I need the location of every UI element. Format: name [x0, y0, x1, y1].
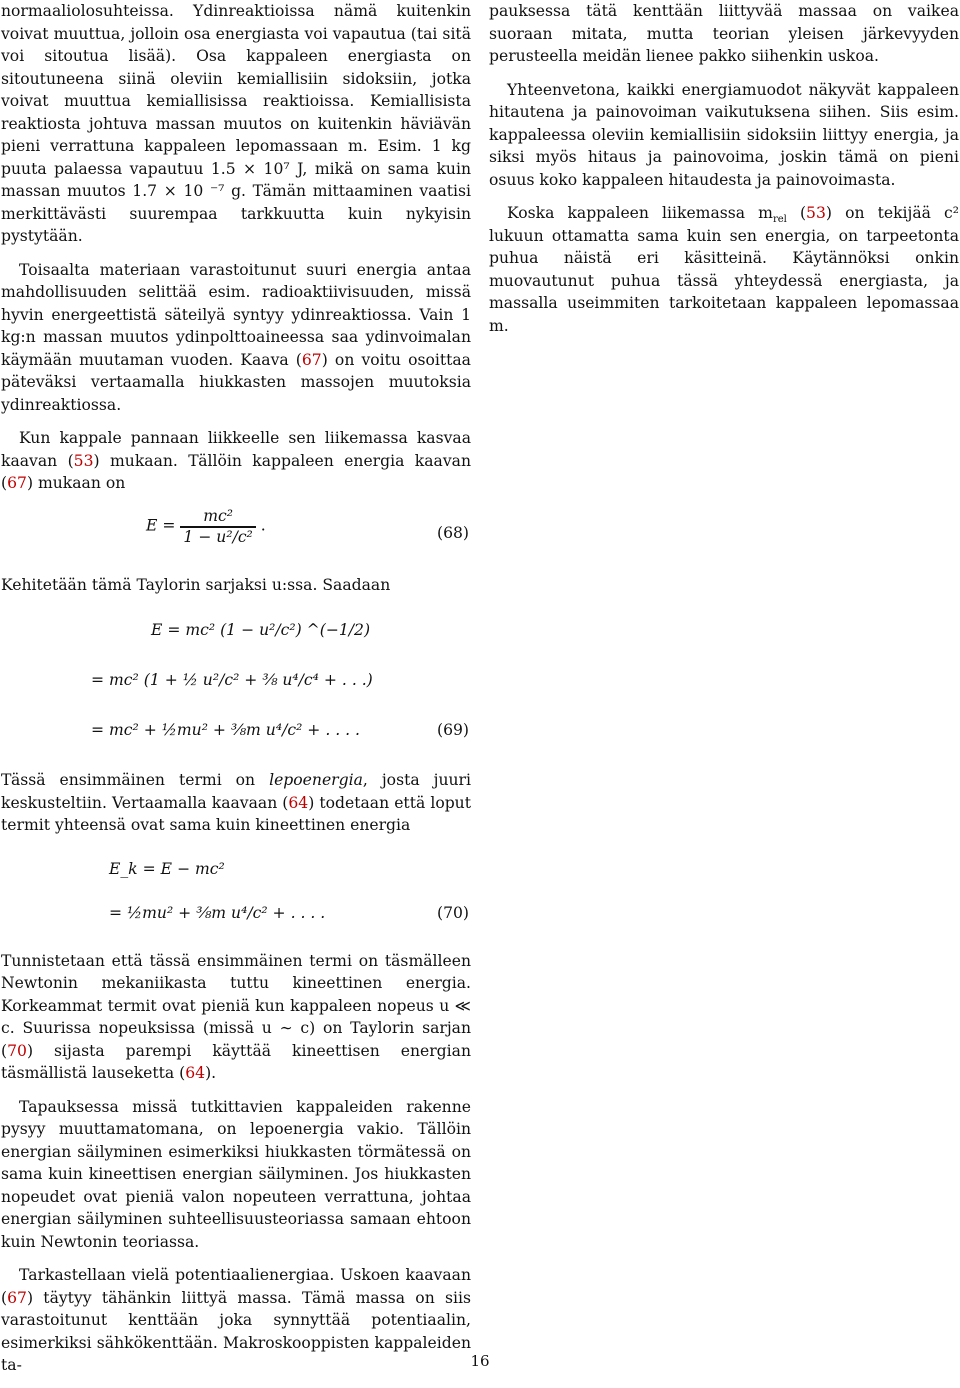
equation-number: (69)	[436, 721, 469, 739]
equation-reference[interactable]: 67	[7, 1288, 27, 1307]
paragraph-1: normaaliolosuhteissa. Ydinreaktioissa nämä kuitenkin voivat muuttua, jolloin osa energiasta voi vapautua (tai sitä voi sitoutua lisää). Osa kappaleen energiasta on sitoutuneena siinä oleviin kemiallisiin sidoksiin, jotka voivat muuttua kemiallisissa reaktioissa. Kemiallisista reaktiosta johtuva massan muutos on kuitenkin häviävän pieni verrattuna kappaleen lepomassaan m. Esim. 1 kg puuta palaessa vapautuu 1.5 × 10⁷ J, mikä on sama kuin massan muutos 1.7 × 10 ⁻⁷ g. Tämän mittaaminen vaatisi merkittävästi suurempaa tarkkuutta kuin nykyisin pystytään.	[1, 2, 471, 245]
equation-number: (70)	[436, 903, 469, 922]
paragraph-5: Tässä ensimmäinen termi on lepoenergia, josta juuri keskusteltiin. Vertaamalla kaavaan (64) todetaan että loput termit yhteensä ovat sama kuin kineettinen energia	[1, 771, 471, 834]
paragraph-3: Kun kappale pannaan liikkeelle sen liikemassa kasvaa kaavan (53) mukaan. Tällöin kappaleen energia kaavan (67) mukaan on	[1, 429, 471, 492]
paragraph-summary: Yhteenvetona, kaikki energiamuodot näkyvät kappaleen hitautena ja painovoiman vaikutuksena siihen. Siis esim. kappaleessa oleviin kemiallisiin sidoksiin liittyy energia, ja siksi myös hitaus ja painovoima, joskin tämä on pieni osuus koko kappaleen hitaudesta ja painovoimasta.	[489, 80, 959, 189]
equation-number: (68)	[436, 523, 469, 542]
equation-reference[interactable]: 64	[288, 793, 309, 812]
paragraph-8: Tarkastellaan vielä potentiaalienergiaa. Uskoen kaavaan (67) täytyy tähänkin liittyä massa. Tämä massa on siis varastoitunut kenttään joka synnyttää potentiaalin, esimerkiksi sähkökenttään. Makroskooppisten kappaleiden ta-	[1, 1266, 471, 1374]
right-column	[489, 0, 959, 348]
equation-68: E = $\frac{\text{mc²}}{\text{1 − u²/c²}}$ . (68)	[146, 506, 469, 546]
left-column	[1, 0, 471, 1388]
equation-reference[interactable]: 70	[7, 1041, 27, 1060]
equation-69: E = mc² (1 − u²/c²) ^(−1/2) = mc² (1 + ½ u²/c² + ⅜ u⁴/c⁴ + . . .) = mc² + ½mu² + ⅜m u⁴/c² + . . . . (69)	[1, 607, 471, 757]
equation-reference[interactable]: 53	[806, 204, 826, 222]
equation-reference[interactable]: 67	[301, 350, 322, 369]
paragraph-4: Kehitetään tämä Taylorin sarjaksi u:ssa. Saadaan	[1, 575, 391, 594]
paragraph-continued: pauksessa tätä kenttään liittyvää massaa on vaikea suoraan mitata, mutta teorian yleisen järkevyyden perusteella meidän lienee pakko siihenkin uskoa.	[489, 2, 959, 65]
page-number: 16	[470, 1352, 490, 1370]
equation-70: E_k = E − mc² = ½mu² + ⅜m u⁴/c² + . . . . (70)	[1, 848, 471, 938]
paragraph-6: Tunnistetaan että tässä ensimmäinen termi on täsmälleen Newtonin mekaniikasta tuttu kineettinen energia. Korkeammat termit ovat pieniä kun kappaleen nopeus u ≪ c. Suurissa nopeuksissa (missä u ∼ c) on Taylorin sarjan (70) sijasta parempi käyttää kineettisen energian täsmällistä lauseketta (64).	[1, 951, 471, 1082]
paragraph-2: Toisaalta materiaan varastoitunut suuri energia antaa mahdollisuuden selittää esim. radioaktiivisuuden, missä hyvin energeettistä säteilyä syntyy ydinreaktiossa. Vain 1 kg:n massan muutos ydinpolttoaineessa saa ydinvoimalan käymään muutaman vuoden. Kaava (67) on voitu osoittaa päteväksi vertaamalla hiukkasten massojen muutoksia ydinreaktiossa.	[1, 260, 471, 414]
paragraph-relativistic-mass: Koska kappaleen liikemassa $m_{rel}$ (53) on tekijää c² lukuun ottamatta sama kuin sen energia, on tarpeetonta puhua näistä eri käsitteinä. Käytännöksi onkin muovautunut puhua tässä yhteydessä energiasta, ja massalla useimmiten tarkoitetaan kappaleen lepomassaa m.	[489, 204, 960, 335]
equation-reference[interactable]: 53	[73, 451, 94, 470]
equation-reference[interactable]: 64	[185, 1064, 206, 1082]
paragraph-7: Tapauksessa missä tutkittavien kappaleiden rakenne pysyy muuttamatomana, on lepoenergia vakio. Tällöin energian säilyminen esimerkiksi hiukkasten törmätessä on sama kuin kineettisen energian säilyminen. Jos hiukkasten nopeudet ovat pieniä valon nopeuteen verrattuna, johtaa energian säilyminen suhteellisuusteoriassa samaan ehtoon kuin Newtonin teoriassa.	[1, 1097, 471, 1251]
equation-reference[interactable]: 67	[7, 474, 27, 492]
